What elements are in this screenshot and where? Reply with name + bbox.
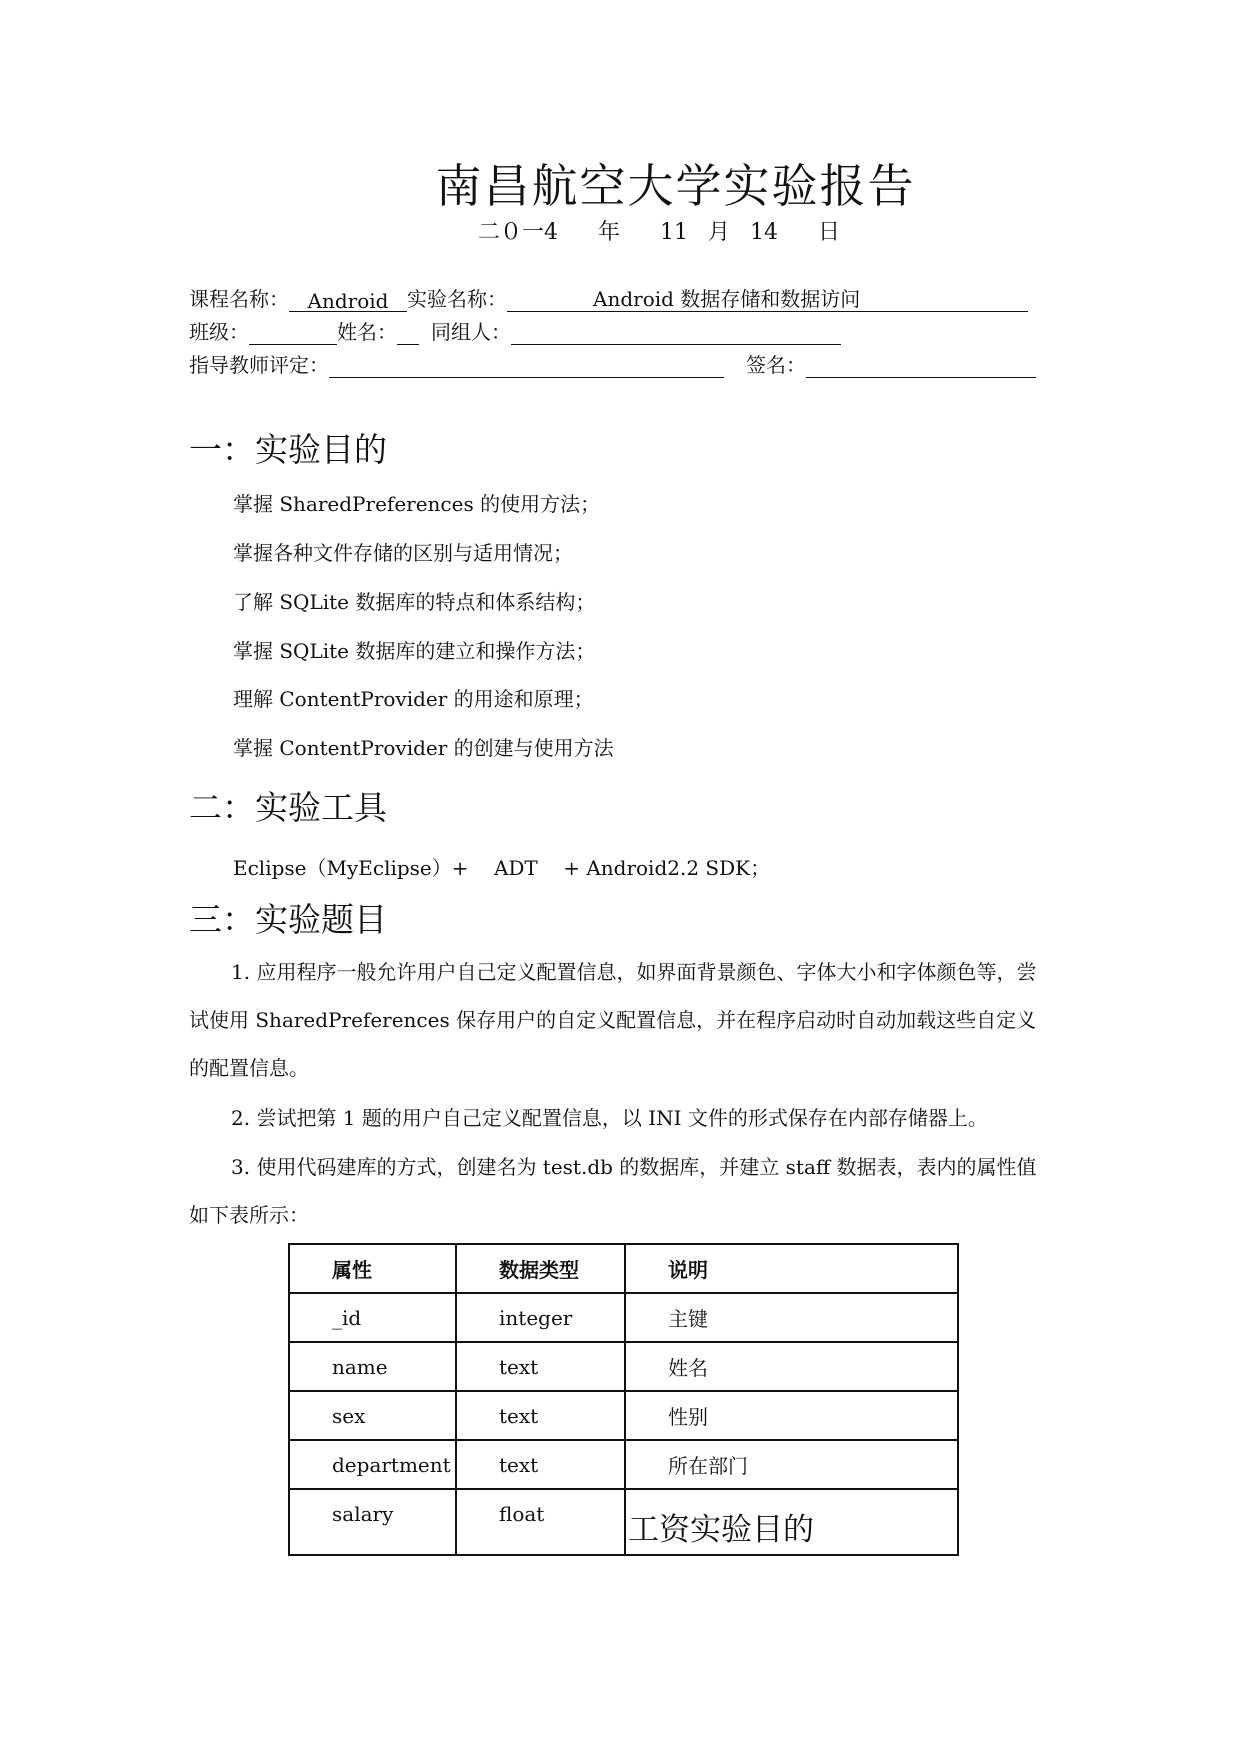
group-label: 同组人： — [431, 320, 511, 344]
date-year: 二０一4 — [478, 220, 558, 245]
date-day-unit: 日 — [818, 220, 841, 245]
table-header-cell: 属性 — [289, 1244, 456, 1293]
table-cell: 主键 — [625, 1293, 958, 1342]
task-2-paragraph: 2. 尝试把第 1 题的用户自己定义配置信息，以 INI 文件的形式保存在内部存储器上。 — [231, 1106, 988, 1130]
table-cell: 工资实验目的 — [625, 1489, 958, 1555]
experiment-blank-2 — [860, 289, 1028, 312]
task-1-paragraph: 1. 应用程序一般允许用户自己定义配置信息，如界面背景颜色、字体大小和字体颜色等，尝试使用 SharedPreferences 保存用户的自定义配置信息，并在程序启动时自动加载这些自定义的配置信息。 — [189, 960, 1037, 1080]
name-field — [397, 322, 419, 345]
objective-item: 掌握 ContentProvider 的创建与使用方法 — [233, 736, 614, 760]
section-1-heading: 一：实验目的 — [189, 430, 387, 469]
objective-item: 掌握 SharedPreferences 的使用方法； — [233, 492, 601, 516]
table-header-row — [289, 1244, 958, 1293]
class-label: 班级： — [189, 320, 249, 344]
table-header-cell: 说明 — [625, 1244, 958, 1293]
date-day: 14 — [750, 220, 779, 245]
table-cell: integer — [456, 1293, 625, 1342]
report-date — [478, 215, 840, 246]
table-cell: text — [456, 1440, 625, 1489]
objective-item: 掌握 SQLite 数据库的建立和操作方法； — [233, 639, 596, 663]
table-cell: name — [289, 1342, 456, 1391]
name-label: 姓名： — [337, 320, 397, 344]
group-field — [511, 322, 841, 345]
table-header-cell: 数据类型 — [456, 1244, 625, 1293]
table-cell: sex — [289, 1391, 456, 1440]
table-row — [289, 1489, 958, 1555]
experiment-blank-1 — [507, 289, 593, 312]
course-label: 课程名称： — [189, 287, 289, 311]
signature-label: 签名： — [746, 353, 806, 377]
teacher-line — [189, 349, 1036, 378]
date-month-unit: 月 — [708, 220, 731, 245]
class-line — [189, 316, 841, 345]
report-title: 南昌航空大学实验报告 — [435, 159, 916, 213]
course-line — [189, 283, 1028, 312]
table-cell: 姓名 — [625, 1342, 958, 1391]
experiment-value: Android 数据存储和数据访问 — [593, 287, 861, 311]
table-cell: 性别 — [625, 1391, 958, 1440]
table-cell: text — [456, 1391, 625, 1440]
objective-item: 掌握各种文件存储的区别与适用情况； — [233, 541, 573, 565]
table-cell: salary — [289, 1489, 456, 1555]
table-cell: text — [456, 1342, 625, 1391]
table-cell: department — [289, 1440, 456, 1489]
table-cell: _id — [289, 1293, 456, 1342]
table-row — [289, 1391, 958, 1440]
section-3-heading: 三：实验题目 — [189, 900, 387, 939]
staff-attribute-table — [288, 1243, 959, 1556]
tools-line: Eclipse（MyEclipse）+ ADT + Android2.2 SDK； — [233, 856, 771, 880]
table-row — [289, 1440, 958, 1489]
teacher-field — [329, 355, 724, 378]
task-3-paragraph: 3. 使用代码建库的方式，创建名为 test.db 的数据库，并建立 staff 数据表，表内的属性值如下表所示： — [189, 1155, 1037, 1227]
teacher-label: 指导教师评定： — [189, 353, 329, 377]
date-month: 11 — [660, 220, 689, 245]
course-field: Android — [289, 289, 407, 312]
experiment-label: 实验名称： — [407, 287, 507, 311]
table-row — [289, 1342, 958, 1391]
signature-field — [806, 355, 1036, 378]
objective-item: 了解 SQLite 数据库的特点和体系结构； — [233, 590, 596, 614]
objective-item: 理解 ContentProvider 的用途和原理； — [233, 687, 594, 711]
table-row — [289, 1293, 958, 1342]
table-cell: float — [456, 1489, 625, 1555]
section-2-heading: 二：实验工具 — [189, 788, 387, 827]
class-field — [249, 322, 337, 345]
table-cell: 所在部门 — [625, 1440, 958, 1489]
date-year-unit: 年 — [598, 220, 621, 245]
